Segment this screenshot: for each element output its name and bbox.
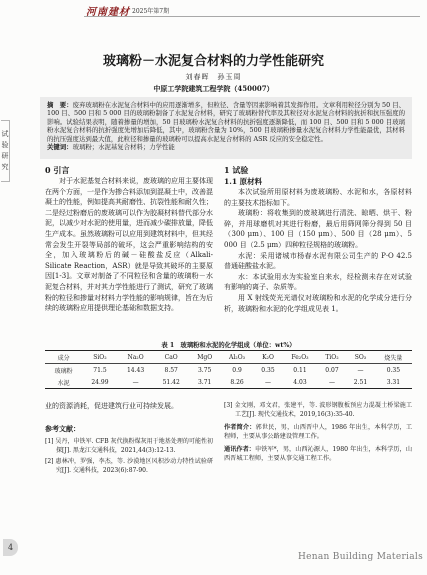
table-header-cell: 成分	[57, 354, 70, 362]
table-cell: —	[328, 378, 335, 386]
references-heading: 参考文献：	[45, 423, 80, 433]
abstract-label: 摘 要：	[47, 101, 73, 109]
page-number: 4	[3, 539, 18, 556]
table-header-cell: Al₂O₃	[229, 353, 246, 361]
section-heading-experiment: 1 试验	[224, 165, 249, 175]
left-column	[45, 165, 213, 314]
table-header-cell: TiO₂	[325, 353, 339, 361]
section-heading-intro: 0 引言	[45, 165, 70, 175]
right-lower-column	[224, 401, 412, 463]
body-paragraph: 水：本试验用水为实验室自来水，经检测未存在对试验有影响的离子、杂质等。	[224, 272, 412, 292]
table-cell: 14.43	[126, 366, 145, 374]
body-paragraph: 用 X 射线荧光光谱仪对玻璃粉和水泥的化学成分进行分析，玻璃粉和水泥的化学组成见表 1。	[224, 293, 412, 313]
table-cell: 2.51	[353, 378, 368, 386]
table-cell: —	[357, 366, 364, 374]
right-column	[224, 165, 412, 314]
table-cell: 0.35	[386, 366, 401, 374]
corresponding-author-text: 申铁军*，男，山西沁源人，1980 年出生，本科学历，山西晋城工程师，主要从事交通工程工作。	[224, 446, 413, 462]
corresponding-author-label: 通讯作者：	[224, 446, 255, 453]
table-cell: —	[264, 378, 271, 386]
reference-item: [2] 惠林冲，罗强，李杰，等. 沙漠地区风积沙动力特性试验研究[J]. 交通科技，2023(6):87-90.	[45, 457, 213, 474]
table-cell: 0.9	[232, 366, 242, 374]
journal-name: 河南建材	[86, 7, 130, 18]
table-header-cell: K₂O	[262, 353, 274, 361]
table-caption: 表 1 玻璃粉和水泥的化学组成（单位：wt%）	[161, 342, 296, 349]
table-header-cell: SO₃	[354, 353, 367, 361]
article-authors: 刘春晖 孙玉周	[185, 73, 242, 81]
materials-body	[224, 187, 412, 314]
table-row	[45, 364, 412, 377]
subsection-heading-materials: 1.1 原材料	[224, 177, 263, 186]
table-header-cell: 烧失量	[384, 354, 403, 362]
table-cell: 51.42	[162, 378, 180, 386]
table-cell: 8.57	[164, 366, 178, 374]
table-header-cell: CaO	[164, 353, 178, 361]
author-bio-text: 郭世民，男，山西晋中人，1986 年出生，本科学历，工程师，主要从事公路建设管理工作。	[224, 424, 413, 440]
chemical-composition-table	[45, 350, 412, 389]
author-bio-label: 作者简介：	[224, 424, 256, 431]
reference-item: [1] 吴丹，申铁军. CFB 灰代换粉煤灰用于地基处理的可能性初探[J]. 黑龙江交通科技，2021,44(3):12-13.	[45, 437, 213, 454]
table-row	[45, 376, 412, 389]
keywords	[47, 143, 405, 151]
table-header-cell: MgO	[197, 353, 213, 361]
reference-item: [3] 金文刚，邓文君，张建平，等. 波形钢腹板预应力混凝土桥梁施工工艺[J]. 现代交通技术，2019,16(3):35-40.	[224, 402, 412, 418]
table-cell: —	[132, 378, 139, 386]
table-cell: 3.31	[386, 378, 401, 386]
left-lower-column	[45, 401, 213, 477]
intro-body	[45, 176, 213, 314]
body-paragraph: 对于水泥基复合材料来说，废玻璃的应用主要体现在两个方面，一是作为掺合料添加到混凝土中，改善混凝土的性能，例如提高其耐磨性、抗裂性能和耐久性；二是经过粉磨后的废玻璃可以作为胶凝材料替代部分水泥，以减少对水泥的使用量，进而减少碳排放量，降低生产成本。虽然玻璃粉可以应用到建筑材料中，但其经常会发生开裂等局部的破坏，这会严重影响结构的安全，加入玻璃粉后的碱－硅酸盐反应（Alkali-Silicate Reaction，ASR）就是导致其破坏的主要原因[1-3]。文章对制备了不同粒径和含量的玻璃粉－水泥复合材料，并对其力学性能进行了测试，研究了玻璃粉的粒径和掺量对材料力学性能的影响规律，旨在为后续的玻璃粉应用提供理论基础和数据支持。	[45, 177, 213, 313]
table-header-cell: Na₂O	[127, 353, 144, 361]
section-side-tab: 试验研究	[1, 120, 10, 182]
abstract-box	[40, 97, 412, 159]
abstract	[47, 101, 405, 143]
table-cell: 0.11	[293, 366, 307, 374]
table-cell: 玻璃粉	[54, 367, 73, 375]
body-paragraph: 水泥：采用诸城市杨春水泥有限公司生产的 P·O 42.5 普通硅酸盐水泥。	[224, 251, 412, 271]
corresponding-author	[224, 445, 412, 463]
table-cell: 3.71	[197, 378, 212, 386]
author-bio	[224, 423, 412, 441]
table-header-cell: Fe₂O₃	[291, 353, 309, 361]
body-paragraph: 本次试验所用原材料为废玻璃粉、水泥和水，各原材料的主要技术指标如下。	[224, 188, 412, 207]
body-paragraph: 玻璃粉：将收集到的废玻璃进行清洗、晾晒、烘干、粉碎，并用球磨机对其进行粉磨，最后用筛网筛分得到 50 目（300 μm）、100 目（150 μm）、500 目（28 μm）、5 000 目（2.5 μm）四种粒径规格的玻璃粉。	[224, 209, 412, 249]
table-cell: 3.75	[197, 366, 212, 374]
keywords-text: 玻璃粉；水泥基复合材料；力学性能	[72, 143, 175, 152]
table-header-row	[45, 351, 412, 364]
table-cell: 水泥	[57, 379, 70, 387]
table-header-cell: SiO₂	[93, 353, 107, 361]
footer-journal-name: Henan Building Materials	[298, 552, 423, 562]
header-rule	[84, 16, 420, 17]
keywords-label: 关键词：	[47, 143, 73, 152]
table-cell: 4.03	[293, 378, 307, 386]
article-title: 玻璃粉－水泥复合材料的力学性能研究	[102, 54, 324, 69]
continued-text: 业的资源消耗，促进建筑行业可持续发展。	[45, 402, 178, 410]
table-cell: 0.35	[261, 366, 275, 374]
table-cell: 24.99	[91, 378, 109, 386]
table-cell: 0.07	[325, 366, 339, 374]
table-cell: 8.26	[230, 378, 244, 386]
author-affiliation: 中原工学院建筑工程学院（450007）	[153, 84, 274, 93]
abstract-text: 废弃玻璃粉在水泥复合材料中的应用逐渐增多，但粒径、含量等因素影响着其发挥作用。文章利用粒径分别为 50 目、100 目、500 目和 5 000 目的玻璃粉制备了水泥复合材料，研究了玻璃粉替代率及其粒径对水泥复合材料的抗折和抗压强度的影响。试验结果表明，随着掺量的增加，50 目玻璃粉水泥复合材料的抗折强度逐渐降低，而 100 目、500 目和 5 000 目玻璃粉水泥复合材料的抗折强度先增加后降低，其中，玻璃粉含量为 10%，500 目玻璃粉掺量水泥复合材料力学性能最优，其材料的抗压强度达到最大值，此粒径和掺量的玻璃粉可以提高水泥复合材料的 ASR 反应的安全稳定性。	[47, 101, 406, 143]
table-cell: 71.5	[93, 366, 107, 374]
issue-number: 2025年第7期	[132, 8, 170, 15]
